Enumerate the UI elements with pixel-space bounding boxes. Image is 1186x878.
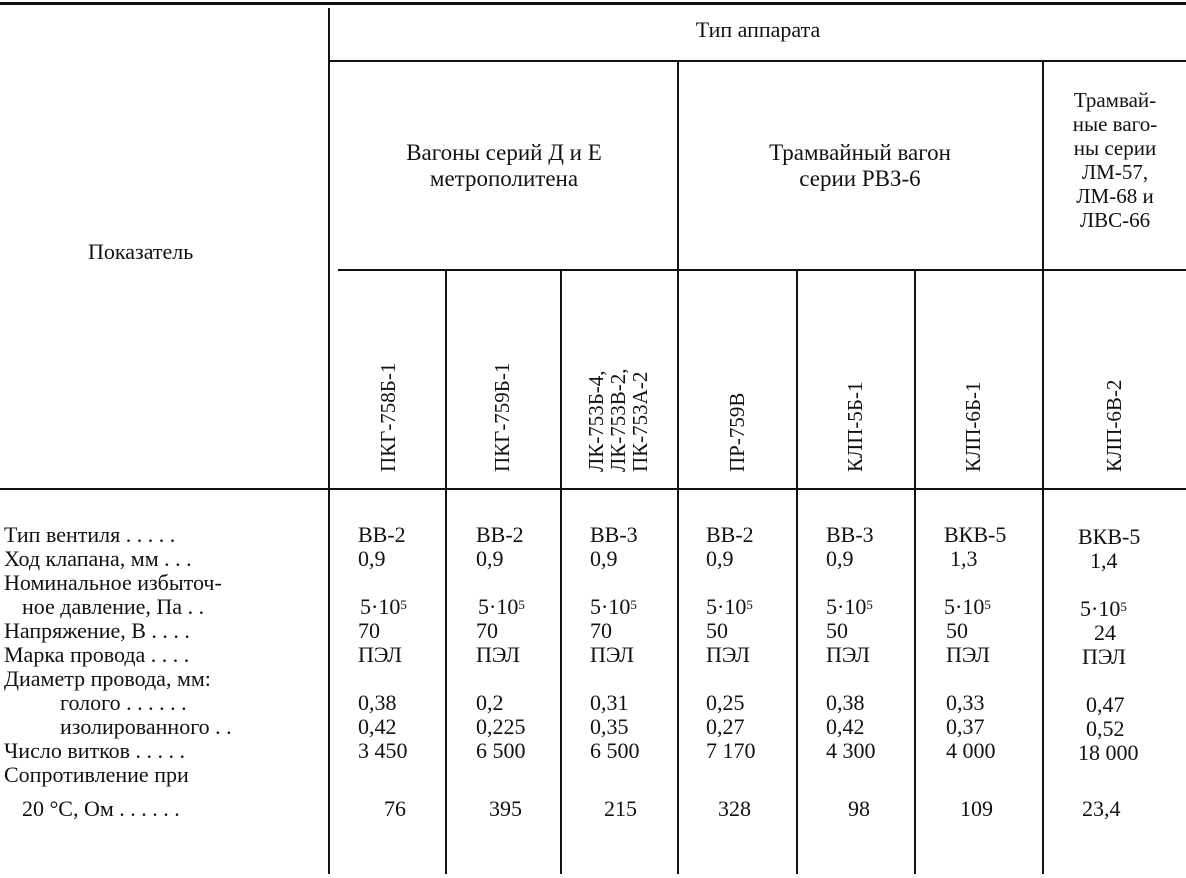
row-label-turns: Число витков . . . . . — [4, 738, 186, 763]
cell-insulated: 0,52 — [1086, 716, 1125, 741]
row-label-voltage: Напряжение, В . . . . — [4, 618, 190, 643]
model-header-3-line3: ПК-753А-2 — [628, 371, 652, 472]
cell-pressure: $5\cdot 10^5$ — [590, 594, 637, 619]
group-header-rvz-line2: серии РВЗ-6 — [799, 166, 921, 191]
cell-voltage: 70 — [476, 618, 498, 643]
cell-resistance: 215 — [604, 796, 637, 821]
model-divider-2 — [560, 271, 562, 874]
cell-valve: ВКВ-5 — [944, 522, 1007, 547]
header-bottom-rule — [0, 488, 1186, 490]
cell-travel: 0,9 — [826, 546, 854, 571]
stub-header: Показатель — [88, 239, 194, 264]
model-divider-3 — [796, 271, 798, 874]
model-header-5 — [844, 382, 866, 472]
model-header-4-line: ПР-759В — [725, 392, 749, 472]
cell-turns: 18 000 — [1078, 740, 1139, 765]
cell-voltage: 50 — [946, 618, 968, 643]
group-header-rvz — [679, 140, 1041, 192]
group-header-metro — [332, 140, 676, 192]
cell-turns: 4 300 — [826, 738, 876, 763]
cell-bare: 0,38 — [358, 690, 397, 715]
cell-voltage: 70 — [590, 618, 612, 643]
cell-valve: ВКВ-5 — [1078, 524, 1141, 549]
cell-wire: ПЭЛ — [476, 642, 520, 667]
cell-turns: 7 170 — [706, 738, 756, 763]
cell-pressure: $5\cdot 10^5$ — [360, 594, 407, 619]
top-rule — [0, 2, 1186, 5]
cell-insulated: 0,42 — [358, 714, 397, 739]
cell-resistance: 395 — [489, 796, 522, 821]
group-header-lm-line6: ЛВС-66 — [1079, 208, 1151, 232]
row-label-pressure-1: Номинальное избыточ- — [4, 570, 222, 595]
cell-bare: 0,38 — [826, 690, 865, 715]
row-label-valve-travel: Ход клапана, мм . . . — [4, 546, 192, 571]
model-divider-4 — [914, 271, 916, 874]
cell-voltage: 50 — [706, 618, 728, 643]
group-header-lm-line1: Трамвай- — [1073, 88, 1157, 112]
model-header-3-line1: ЛК-753Б-4, — [584, 370, 608, 472]
row-label-insulated: изолированного . . — [60, 714, 232, 739]
model-header-4 — [726, 393, 748, 472]
cell-pressure: $5\cdot 10^5$ — [478, 594, 525, 619]
group-header-lm-line4: ЛМ-57, — [1081, 160, 1149, 184]
group-header-metro-line1: Вагоны серий Д и Е — [406, 140, 602, 165]
apparatus-type-header: Тип аппарата — [695, 17, 821, 42]
model-header-2 — [491, 363, 513, 472]
cell-travel: 1,3 — [950, 546, 978, 571]
group-header-metro-line2: метрополитена — [429, 166, 579, 191]
cell-insulated: 0,35 — [590, 714, 629, 739]
cell-turns: 3 450 — [358, 738, 408, 763]
cell-travel: 0,9 — [476, 546, 504, 571]
cell-turns: 6 500 — [476, 738, 526, 763]
cell-pressure: $5\cdot 10^5$ — [1080, 596, 1127, 621]
model-header-6 — [962, 382, 984, 472]
cell-resistance: 109 — [960, 796, 993, 821]
cell-insulated: 0,225 — [476, 714, 526, 739]
group-header-lm-line2: ные ваго- — [1072, 112, 1158, 136]
cell-travel: 1,4 — [1090, 548, 1118, 573]
cell-resistance: 76 — [384, 796, 406, 821]
model-divider-1 — [445, 271, 447, 874]
row-label-resistance-2: 20 °C, Ом . . . . . . — [22, 796, 180, 821]
cell-wire: ПЭЛ — [946, 642, 990, 667]
row-label-valve-type: Тип вентиля . . . . . — [4, 522, 176, 547]
cell-valve: ВВ-2 — [706, 522, 754, 547]
model-header-1 — [377, 363, 399, 472]
model-header-7-line: КЛП-6В-2 — [1102, 379, 1126, 472]
model-header-2-line: ПКГ-759Б-1 — [490, 362, 514, 472]
cell-travel: 0,9 — [358, 546, 386, 571]
cell-insulated: 0,42 — [826, 714, 865, 739]
group-header-rvz-line1: Трамвайный вагон — [769, 140, 951, 165]
cell-resistance: 328 — [718, 796, 751, 821]
cell-resistance: 98 — [848, 796, 870, 821]
group-header-lm-line5: ЛМ-68 и — [1076, 184, 1154, 208]
cell-wire: ПЭЛ — [590, 642, 634, 667]
cell-wire: ПЭЛ — [706, 642, 750, 667]
row-label-wire-grade: Марка провода . . . . — [4, 642, 190, 667]
cell-pressure: $5\cdot 10^5$ — [944, 594, 991, 619]
group-header-lm — [1044, 88, 1186, 232]
row-label-pressure-2: ное давление, Па . . — [22, 594, 205, 619]
cell-resistance: 23,4 — [1082, 796, 1121, 821]
cell-wire: ПЭЛ — [358, 642, 402, 667]
row-label-resistance-1: Сопротивление при — [4, 762, 189, 787]
cell-pressure: $5\cdot 10^5$ — [826, 594, 873, 619]
cell-bare: 0,31 — [590, 690, 629, 715]
cell-valve: ВВ-3 — [826, 522, 874, 547]
group-header-lm-line3: ны серии — [1073, 136, 1157, 160]
cell-voltage: 24 — [1094, 620, 1116, 645]
cell-bare: 0,25 — [706, 690, 745, 715]
cell-valve: ВВ-2 — [358, 522, 406, 547]
cell-wire: ПЭЛ — [1082, 644, 1126, 669]
cell-travel: 0,9 — [590, 546, 618, 571]
cell-voltage: 50 — [826, 618, 848, 643]
row-label-wire-diameter: Диаметр провода, мм: — [4, 666, 211, 691]
cell-wire: ПЭЛ — [826, 642, 870, 667]
cell-turns: 6 500 — [590, 738, 640, 763]
model-header-1-line: ПКГ-758Б-1 — [376, 362, 400, 472]
row-label-bare: голого . . . . . . — [60, 690, 187, 715]
cell-valve: ВВ-3 — [590, 522, 638, 547]
cell-insulated: 0,37 — [946, 714, 985, 739]
cell-turns: 4 000 — [946, 738, 996, 763]
group-rule — [330, 60, 1186, 62]
model-rule — [338, 269, 1186, 271]
cell-bare: 0,33 — [946, 690, 985, 715]
model-header-7 — [1103, 380, 1125, 472]
model-header-6-line: КЛП-6Б-1 — [961, 381, 985, 472]
model-header-3 — [585, 369, 651, 473]
model-header-3-line2: ЛК-753В-2, — [606, 368, 630, 472]
cell-bare: 0,2 — [476, 690, 504, 715]
stub-divider — [328, 8, 330, 874]
cell-travel: 0,9 — [706, 546, 734, 571]
cell-bare: 0,47 — [1086, 692, 1125, 717]
cell-pressure: $5\cdot 10^5$ — [706, 594, 753, 619]
model-header-5-line: КЛП-5Б-1 — [843, 381, 867, 472]
cell-insulated: 0,27 — [706, 714, 745, 739]
cell-voltage: 70 — [358, 618, 380, 643]
cell-valve: ВВ-2 — [476, 522, 524, 547]
